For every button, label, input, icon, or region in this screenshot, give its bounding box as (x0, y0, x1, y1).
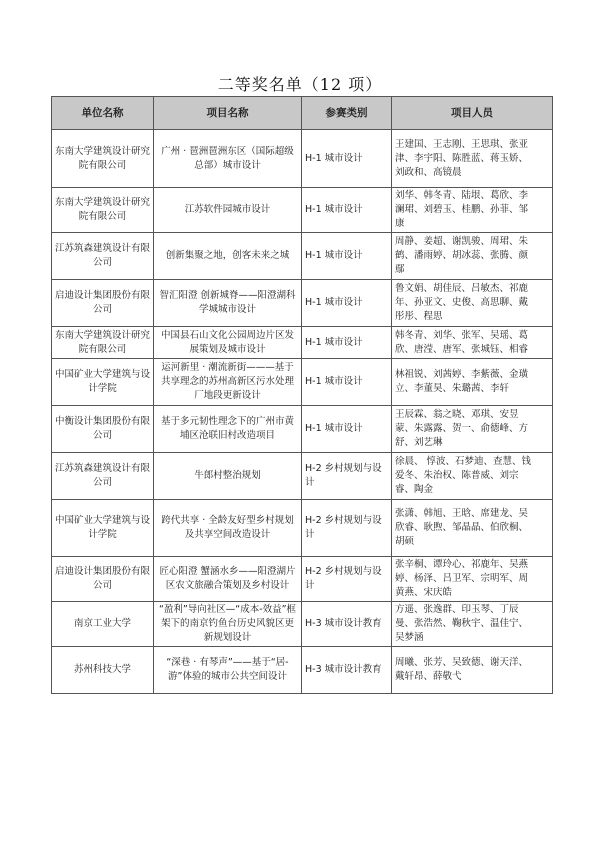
table-row (52, 327, 553, 359)
project-cell: 匠心阳澄 蟹涵水乡——阳澄湖片区农文旅融合策划及乡村设计 (154, 557, 302, 602)
member-line: 澜珺、刘碧玉、桂鹏、孙菲、邹 (395, 204, 529, 215)
category-cell: H-1 城市设计 (302, 233, 392, 280)
member-line: 韩冬青、刘华、张军、吴瑶、葛 (395, 329, 529, 341)
table-row (52, 188, 553, 233)
category-cell: H-1 城市设计 (302, 327, 392, 359)
category-cell: H-2 乡村规划与设计 (302, 557, 392, 602)
unit-cell: 启迪设计集团股份有限公司 (52, 557, 154, 602)
project-cell: 牛郎村整治规划 (154, 453, 302, 500)
member-line: 林祖锐、刘茜婷、李紫薇、金璜 (395, 369, 529, 380)
member-line: 欣睿、耿煦、邹晶晶、伯欣桐、 (395, 522, 529, 533)
members-cell (392, 406, 553, 453)
members-cell (392, 233, 553, 280)
table-row (52, 647, 553, 694)
project-cell: 广州 · 琶洲琶洲东区（国际超级总部）城市设计 (154, 130, 302, 188)
member-line: 婷、杨泽、吕卫军、宗明军、周 (395, 573, 529, 584)
project-cell: 江苏软件园城市设计 (154, 188, 302, 233)
project-cell: 跨代共享 · 全龄友好型乡村规划及共享空间改造设计 (154, 500, 302, 557)
member-line: 张潇、韩旭、王晗、席建龙、吴 (395, 508, 529, 519)
unit-cell: 启迪设计集团股份有限公司 (52, 280, 154, 327)
table-header-row (52, 97, 553, 130)
member-line: 康 (395, 218, 405, 229)
member-line: 王辰霖、翁之晓、邓琪、安昱 (395, 409, 519, 420)
category-cell: H-3 城市设计教育 (302, 602, 392, 647)
member-line: 津、李宇阳、陈胜蓝、蒋玉娇、 (395, 152, 529, 164)
awards-table (51, 96, 553, 694)
table-row (52, 557, 553, 602)
member-line: 方遥、张逸群、印玉琴、丁辰 (395, 604, 519, 615)
unit-cell: 中衡设计集团股份有限公司 (52, 406, 154, 453)
project-cell: “深巷 · 有琴声”——基于“居-游”体验的城市公共空间设计 (154, 647, 302, 694)
member-line: 张辛桐、谭玲心、祁鹿年、吴燕 (395, 559, 529, 570)
member-line: 彤彤、程思 (395, 311, 443, 322)
members-cell (392, 453, 553, 500)
member-line: 黄燕、宋庆皓 (395, 587, 453, 598)
category-cell: H-2 乡村规划与设计 (302, 500, 392, 557)
member-line: 周曦、张芳、吴致德、谢天洋、 (395, 657, 529, 668)
member-line: 刘华、韩冬青、陆垠、葛欣、李 (395, 190, 529, 201)
table-row (52, 500, 553, 557)
unit-cell: 苏州科技大学 (52, 647, 154, 694)
project-cell: “盈利”导向社区—“成本-效益”框架下的南京钓鱼台历史风貌区更新规划设计 (154, 602, 302, 647)
unit-cell: 东南大学建筑设计研究院有限公司 (52, 130, 154, 188)
members-cell (392, 327, 553, 359)
member-line: 周静、姜超、谢凯骏、周珺、朱 (395, 236, 529, 247)
member-line: 舒、刘艺琳 (395, 437, 443, 448)
member-line: 立、李董昊、朱璐茜、李轩 (395, 383, 510, 394)
table-row (52, 280, 553, 327)
members-cell (392, 557, 553, 602)
table-row (52, 602, 553, 647)
header-members: 项目人员 (392, 97, 553, 130)
members-cell (392, 359, 553, 406)
table-row (52, 453, 553, 500)
member-line: 吴梦涵 (395, 632, 424, 643)
unit-cell: 江苏筑森建筑设计有限公司 (52, 453, 154, 500)
category-cell: H-1 城市设计 (302, 359, 392, 406)
header-unit: 单位名称 (52, 97, 154, 130)
project-cell: 运河新里 · 潮流新街———基于共享理念的苏州高新区污水处理厂地段更新设计 (154, 359, 302, 406)
table-row (52, 359, 553, 406)
table-body (52, 130, 553, 694)
member-line: 鄢 (395, 264, 405, 275)
members-cell (392, 647, 553, 694)
members-cell (392, 500, 553, 557)
unit-cell: 江苏筑森建筑设计有限公司 (52, 233, 154, 280)
member-line: 戴轩昂、薛敬弋 (395, 671, 462, 682)
table-row (52, 130, 553, 188)
unit-cell: 东南大学建筑设计研究院有限公司 (52, 188, 154, 233)
members-cell (392, 280, 553, 327)
table-row (52, 406, 553, 453)
unit-cell: 中国矿业大学建筑与设计学院 (52, 359, 154, 406)
members-cell (392, 130, 553, 188)
project-cell: 创新集聚之地，创客未来之城 (154, 233, 302, 280)
member-line: 蒙、朱露露、贺一、俞德峰、方 (395, 423, 529, 434)
page-title: 二等奖名单（12 项） (217, 75, 383, 94)
members-cell (392, 602, 553, 647)
unit-cell: 南京工业大学 (52, 602, 154, 647)
project-cell: 中国县石山文化公园周边片区发展策划及城市设计 (154, 327, 302, 359)
member-line: 鹤、潘雨婷、胡冰蕊、张腾、颜 (395, 250, 529, 261)
header-category: 参赛类别 (302, 97, 392, 130)
category-cell: H-1 城市设计 (302, 130, 392, 188)
member-line: 胡硕 (395, 536, 415, 547)
member-line: 徐晨、 惇波、石梦迪、查慧、钱 (395, 456, 532, 467)
member-line: 欣、唐滢、唐军、张城钰、相睿 (395, 343, 529, 355)
unit-cell: 中国矿业大学建筑与设计学院 (52, 500, 154, 557)
category-cell: H-3 城市设计教育 (302, 647, 392, 694)
member-line: 睿、陶金 (395, 484, 434, 495)
category-cell: H-2 乡村规划与设计 (302, 453, 392, 500)
table-row (52, 233, 553, 280)
header-project: 项目名称 (154, 97, 302, 130)
member-line: 鲁文娟、胡佳辰、吕敏杰、祁鹿 (395, 283, 529, 294)
project-cell: 智汇阳澄 创新城脊——阳澄湖科学城城市设计 (154, 280, 302, 327)
member-line: 年、孙亚文、史俊、高思聊、戴 (395, 297, 529, 308)
member-line: 爱冬、朱治权、陈普威、刘宗 (395, 470, 519, 481)
category-cell: H-1 城市设计 (302, 406, 392, 453)
unit-cell: 东南大学建筑设计研究院有限公司 (52, 327, 154, 359)
member-line: 王建国、王志刚、王思琪、张亚 (395, 138, 529, 150)
members-cell (392, 188, 553, 233)
category-cell: H-1 城市设计 (302, 280, 392, 327)
member-line: 曼、张浩然、鞠秋宇、温佳宁、 (395, 618, 529, 629)
project-cell: 基于多元韧性理念下的广州市黄埔区沧联旧村改造项目 (154, 406, 302, 453)
category-cell: H-1 城市设计 (302, 188, 392, 233)
member-line: 刘政和、高镜晨 (395, 166, 462, 178)
